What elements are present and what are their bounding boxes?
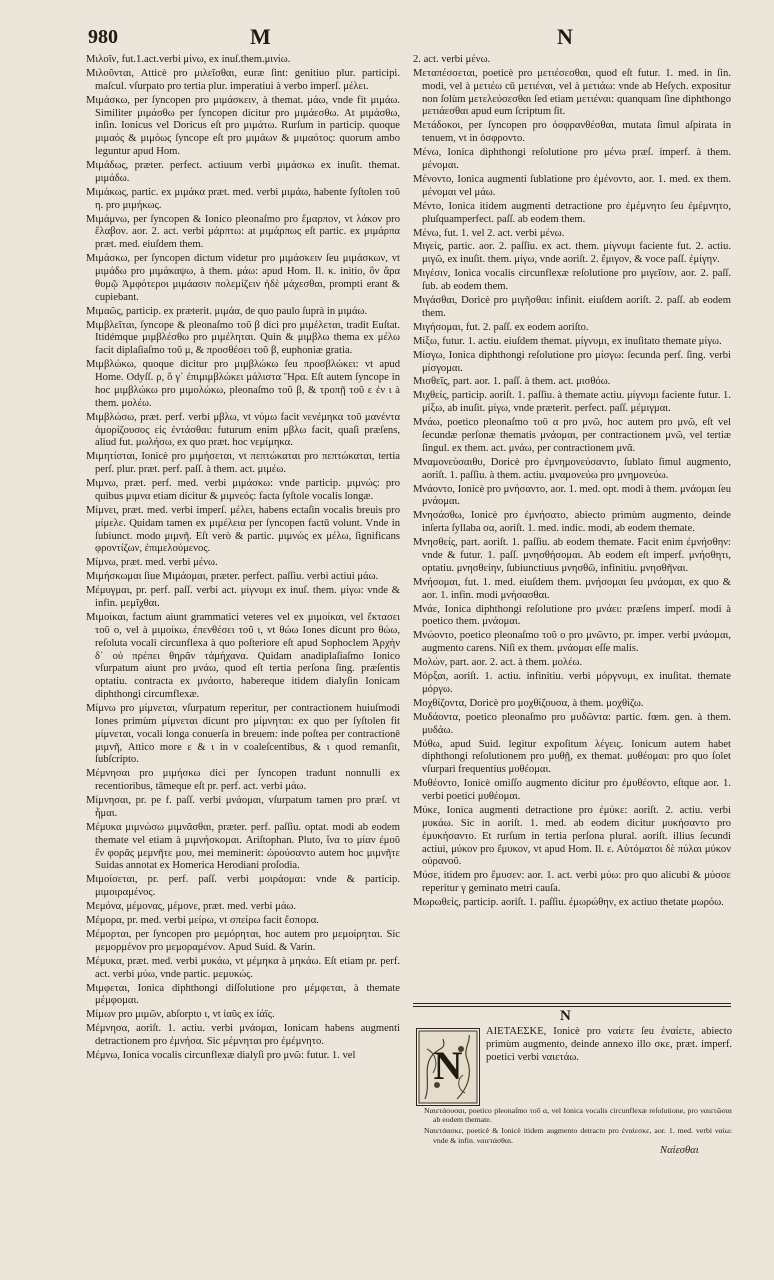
dictionary-entry: Μολών, part. aor. 2. act. à them. μολέω.	[413, 657, 583, 669]
dictionary-entry: Μέμορται, per ſyncopen pro μεμόρηται, hoc autem pro μεμοίρηται. Sic μεμορμένον pro μεμοραμένον. Apud Suid. & Varin.	[86, 929, 400, 953]
dictionary-entry: Μόρξαι, aoriſt. 1. actiu. infinitiu. verbi μόργνυμι, ex inuſitat. themate μόργω.	[413, 671, 731, 695]
dictionary-entry: Μιμοίσεται, pr. perf. paſſ. verbi μοιράομαι: vnde & particip. μιμοιραμένος.	[86, 874, 400, 899]
dictionary-entry: Μιμοίκαι, factum aiunt grammatici veteres vel ex μιμοίκαι, vel ἔκτασει τοῦ ο, vel à μιμοίκω, ἐπενθέσει τοῦ ι, vt θώω Iones dicunt pro θώω, reſoluta vocali circunflexa à quo poſteriore eſt apud Sophoclem Ἀρχὴν δ᾽ οὐ πρέπει θηρᾶν τἀμήχανα. Quidam anadiplaſiaſmo Ionico vſurpatum aiunt pro μνάω, quod eſt tertia perſona ſing. præſentis optatiu. contracta ex μνάοιτο, habereque itidem dialyſin Ionicam diphthongi circumflexæ.	[86, 612, 400, 701]
dictionary-entry: Μέμυγμαι, pr. perf. paſſ. verbi act. μίγνυμι ex inuſ. them. μίγω: vnde & infin. μεμῖχθαι.	[86, 585, 400, 610]
right-column-letter: N	[557, 24, 573, 49]
dictionary-entry: Μέμυκα μιμνώσω μιμνᾶσθαι, præter. perf. paſſiu. optat. modi ab eodem themate vel etiam à μιμνήσκομαι. Ariſtophan. Pluto, ἵνα το μίαν ἐμοῦ ἕν φορᾶς μεμνῆτε μου, mei meminerit: ὠρούσαντο autem hoc μιμνῆτε Suidas annotat ex Homerica Herodiani proſodia.	[86, 821, 400, 872]
dictionary-entry: Μίμνω pro μίμνεται, vſurpatum reperitur, per contractionem huiuſmodi Iones primùm μίμνεται dicunt pro μίμνηται: ex quo per ſyſtolen fit μίμνεται, vocali longa conuerſa in breuem: inde poſtea per contractionē μιμνῆ, Attico more ε & ι in ν coaleſcentibus, & ι quod remanſit, ſubſcripto.	[86, 703, 400, 766]
first-n-entry: ΑΙΕΤΑΕΣΚΕ, Ionicè pro ναίετε ſeu ἐναίετε, abiecto primùm augmento, deinde annexo illo σκε, præt. imperf. poetici verbi ναιετάω.	[486, 1026, 732, 1063]
dictionary-entry: Μιμάσκω, per ſyncopen pro μιμάσκειν, à themat. μάω, vnde fit μιμάω. Similiter μιμάσθω per ſyncopen dicitur pro μιμάεσθω. At μιμάσθω, inſin. Ionicus vel Doricus eſt pro μιμάτω. Rurſum in particip. quoque μιμαός & μιμόως ſyncope eſt pro μιμάων & μιμαότος: quorum ambo leguntur apud Hom.	[86, 94, 400, 158]
section-heading: N	[560, 1008, 571, 1024]
dictionary-entry: Μιγάσθαι, Doricè pro μιγῆσθαι: infinit. eiuſdem aoriſt. 2. paſſ. ab eodem them.	[413, 295, 731, 319]
ornament-initial-icon	[417, 1029, 479, 1105]
catchword: Ναίεσθαι	[660, 1145, 699, 1156]
dictionary-entry: Μυθέοντο, Ionicè omiſſo augmento dicitur pro ἐμυθέοντο, eſtque aor. 1. verbi poetici μυθέομαι.	[413, 778, 731, 803]
dictionary-entry: Μένω, Ionica diphthongi reſolutione pro μένω præſ. imperf. à them. μένομαι.	[413, 147, 731, 172]
page-number: 980	[88, 26, 118, 48]
dictionary-entry: Μέμνω, Ionica vocalis circunflexæ dialyſi pro μνῶ: futur. 1. vel	[86, 1050, 356, 1062]
dictionary-entry: Μέμορα, pr. med. verbi μείρω, vt σπείρω facit ἔσπορα.	[86, 915, 319, 927]
dictionary-entry: Μίμων pro μιμῶν, abſorpto ι, vt ἰαῦς ex ἰάϊς.	[86, 1009, 275, 1021]
dictionary-entry: Μένω, fut. 1. vel 2. act. verbi μένω.	[413, 227, 565, 239]
dictionary-entry: Μιμαῶς, particip. ex præterit. μιμάα, de quo paulo ſuprà in μιμάω.	[86, 305, 368, 317]
dictionary-entry: Μέμνησα, aoriſt. 1. actiu. verbi μνάομαι, Ionicam habens augmenti detractionem pro ἐμνήσα. Sic μέμνηται pro ἐμέμνητο.	[86, 1023, 400, 1048]
dictionary-entry: Μετάδοκοι, per ſyncopen pro ὀσφρανθέσθαι, mutata ſimul aſpirata in tenuem, vt in ὀσφροντο.	[413, 120, 731, 145]
dictionary-entry: Μίμνω, præt. med. verbi μένω.	[86, 557, 218, 569]
dictionary-entry: Μιγείς, partic. aor. 2. paſſiu. ex act. them. μίγνυμι faciente fut. 2. actiu. μιγῶ, ex inuſit. them. μίγω, vnde aoriſt. 2. ἔμιγον, & voce paſſ. ἐμίγην.	[413, 241, 731, 266]
dictionary-entry: Μύθω, apud Suid. legitur expoſitum λέγεις. Ionicum autem habet diphthongi reſolutionem pro μυθῇ, ex themat. μυθέομαι: pro quo ſolet vſurpari frequentius μυθέομαι.	[413, 738, 731, 776]
dictionary-entry: Μιμάδως, præter. perfect. actiuum verbi μιμάσκω ex inuſit. themat. μιμάδω.	[86, 160, 400, 184]
dictionary-entry: Μνησάσθω, Ionicè pro ἐμνήσατο, abiecto primùm augmento, deinde inſerta ſyllaba σα, aoriſt. 1. med. indic. modi, ab eodem themate.	[413, 510, 731, 535]
dictionary-entry: Μυδάοντα, poetico pleonaſmo pro μυδῶντα: partic. fœm. gen. à them. μυδάω.	[413, 711, 731, 736]
dictionary-entry: Μέμυκα, præt. med. verbi μυκάω, vt μέμηκα à μηκάω. Eſt etiam pr. perf. act. verbi μύω, vnde partic. μεμυκώς.	[86, 955, 400, 980]
dictionary-entry: Μιμάμνω, per ſyncopen & Ionico pleonaſmo pro ἔμαρπον, vt λάκον pro ἔλαβον. aor. 2. act. verbi μάρπτω: at μιμάρπως eſt partic. ex μιμάρπα præt. med. eiuſdem them.	[86, 213, 400, 251]
left-column-letter: M	[250, 24, 271, 49]
left-column	[86, 54, 400, 1064]
dictionary-entry: Μιμφεται, Ionica diphthongi diſſolutione pro μέμφεται, à themate μέμφομαι.	[86, 982, 400, 1007]
section-divider-thin	[413, 1006, 731, 1007]
dictionary-entry: Μιμβλώκω, quoque dicitur pro μιμβλώκω ſeu προσβλώκει: vt apud Home. Odyſſ. ρ, ὅ γ᾽ ἐπιμιμβλώκει μάλιστα Ἥρα. Eſt autem ſyncope in hoc μιμβλώκω pro μιμολώκω, pleonaſmo τοῦ β, & τροπῇ τοῦ ε ἐν ι à them. μολέω.	[86, 359, 400, 409]
running-header	[0, 26, 774, 50]
dictionary-entry: Μέντο, Ionica itidem augmenti detractione pro ἐμέμνητο ſeu ἐμέμνητο, pluſquamperfect. paſſ. ab eodem them.	[413, 200, 731, 225]
dictionary-entry: Μνησθείς, part. aoriſt. 1. paſſiu. ab eodem themate. Facit enim ἐμνήσθην: vnde & futur. 1. paſſ. μνησθήσομαι. Ab eodem eſt imperf. μνήσθητι, optatiu. μνησθείην, ſubiunctiuus μνησθῶ, infinitiu. μνησθῆναι.	[413, 537, 731, 574]
n-entries	[424, 1106, 732, 1146]
dictionary-entry: Μιμάκως, partic. ex μιμάκα præt. med. verbi μιμάω, habente ſyſtolen τοῦ η. pro μιμήκως.	[86, 186, 400, 211]
dictionary-entry: Μύκε, Ionica augmenti detractione pro ἐμύκε: aoriſt. 2. actiu. verbi μυκάω. Sic in aoriſt. 1. med. ab eodem dicitur μυκήσαντο pro ἐμυκήσαντο. Et rurſum in tertia perſona plural. aoriſt. illius ſecundi actiui, μύκον pro ἔμυκον, vt apud Hom. Il. ε. Αὐτόματοι δὲ πύλαι μύκον οὐρανοῦ.	[413, 804, 731, 868]
dictionary-entry: Μιλοῦνται, Atticè pro μιλεῖσθαι, euræ ſint: genitiuo plur. participi. maſcul. vſurpato pro tertia plur. imperatiui à verbo imperſ. μέλει.	[86, 67, 400, 92]
dictionary-entry: Μεμόνα, μέμονας, μέμονε, præt. med. verbi μάω.	[86, 901, 296, 913]
dictionary-entry: Μύσε, itidem pro ἔμυσεν: aor. 1. act. verbi μύω: pro quo alicubi & μύσσε reperitur γ geminato metri cauſa.	[413, 870, 731, 895]
dictionary-entry: Μίξω, futur. 1. actiu. eiuſdem themat. μίγνυμι, ex inuſitato themate μίγω.	[413, 335, 722, 347]
dictionary-entry: Μιγήσομαι, fut. 2. paſſ. ex eodem aoriſto.	[413, 321, 589, 333]
dictionary-entry: Μιχθείς, particip. aoriſt. 1. paſſiu. à themate actiu. μίγνυμι faciente futur. 1. μίξω, ab inuſit. μίγω, vnde præterit. perfect. paſſ. μέμιγμαι.	[413, 390, 731, 415]
dictionary-entry: 2. act. verbi μένω.	[413, 54, 491, 65]
dictionary-entry: Μιγέσιν, Ionica vocalis circunflexæ reſolutione pro μιγεῖσιν, aor. 2. paſſ. ſub. ab eodem them.	[413, 268, 731, 293]
dictionary-entry: Μίμνει, præt. med. verbi imperſ. μέλει, habens ectaſin vocalis breuis pro μίμελε. Quidam tamen ex μιμέλεια per ſyncopen factū volunt. Vnde in ſubiunct. modo μιμνῆ. Eſt verò & partic. μιμνώς ex μέλω, ſignificans φροντίζων, ἐπιμελούμενος.	[86, 504, 400, 555]
dictionary-entry: Μισθεῖς, part. aor. 1. paſſ. à them. act. μισθόω.	[413, 376, 611, 388]
dictionary-entry: Μίσγω, Ionica diphthongi reſolutione pro μίσγω: ſecunda perſ. ſing. verbi μίσγομαι.	[413, 349, 731, 374]
decorated-initial	[416, 1028, 480, 1106]
dictionary-entry: Μνώοντο, poetico pleonaſmo τοῦ ο pro μνῶντο, pr. imper. verbi μνάομαι, augmento carens. Niſi ex them. μνάομαι eſſe malis.	[413, 630, 731, 655]
dictionary-entry: Μναμονεύσαιθυ, Doricè pro ἐμνημονεύσαντο, ſublato ſimul augmento, aoriſt. 1. paſſiu. à them. actiu. μναμονεύω pro μνημονεύω.	[413, 456, 731, 481]
dictionary-entry: Μοχθίζοντα, Doricè pro μοχθίζουσα, à them. μοχθίζω.	[413, 697, 644, 709]
dictionary-entry: Μένοντο, Ionica augmenti ſublatione pro ἐμένοντο, aor. 1. med. ex them. μένομαι vel μάω.	[413, 173, 731, 198]
dictionary-entry: Μεταπέσσεται, poeticè pro μετιέσεσθαι, quod eſt futur. 1. med. in ſin. modi, vel à μετιέω cū μετιέναι, vel à μετιάω: vnde ab Heſych. expositur non ſolùm μετελεύσεσθαι ſed etiam μετιέναι: quanquam ſine diphthongo μετιάεσθαι apud eum ſcriptum ſit.	[413, 67, 731, 118]
dictionary-entry: Μωρωθείς, particip. aoriſt. 1. paſſiu. ἐμωρώθην, ex actiuo thetate μωρόω.	[413, 897, 724, 909]
dictionary-entry: Μιλοῖν, fut.1.act.verbi μίνω, ex inuſ.them.μινίω.	[86, 54, 291, 65]
dictionary-entry: Μέμνησαι pro μιμήσκω dici per ſyncopen tradunt nonnulli ex recentioribus, tāmeque eſt pr. perf. act. verbi μάω.	[86, 768, 400, 793]
dictionary-entry: Ναιετάασκε, poeticè & Ionicè itidem augmento detracto pro ἐναίεσκε, aor. 1. med. verbi ναίω: vnde & infin. ναιετάσθαι.	[424, 1126, 732, 1145]
dictionary-entry: Μιμνω, præt. perf. med. verbi μιμάσκω: vnde particip. μιμνώς: pro quibus μιμνα etiam dicitur & μιμνεός: facta ſyſtole vocalis longæ.	[86, 478, 400, 502]
dictionary-entry: Μνάοντο, Ionicè pro μνήσαντο, aor. 1. med. opt. modi à them. μνάομαι ſeu μνάομαι.	[413, 483, 731, 508]
dictionary-entry: Μιμάσκω, per ſyncopen dictum videtur pro μιμάσκειν ſeu μιμάσκων, vt μιμάδω pro μιμάκαψω, à them. μάω: apud Hom. Il. κ. initio, ὃν ἄρα θυμῷ Ἀμφότεροι μιμάασιν πολεμίζειν ἠδὲ μάχεσθαι, prompti erant & cupiebant.	[86, 253, 400, 303]
dictionary-entry: Μιμβλώσω, præt. perf. verbi μβλω, vt νύμω facit νενέμηκα τοῦ μανέντα ἀμορίζουσος εἰς ἐντάσθαι: futurum enim μβλω facit, quaſi præſens, aliud fut. μωλήσω, ex quo præt. hoc νεμίμηκα.	[86, 411, 400, 449]
dictionary-entry: Μιμητίσται, Ionicè pro μιμήσεται, vt πεπτώκαται pro πεπτώκαται, tertia perſ. plur. præt. perf. paſſ. à them. act. μιμέω.	[86, 451, 400, 476]
dictionary-entry: Μιμήσκωμαι ſiue Μιμάομαι, præter. perfect. paſſiu. verbi actiui μάω.	[86, 571, 379, 583]
initial-letter: N	[433, 1043, 463, 1088]
dictionary-entry: Μνάω, poetico pleonaſmo τοῦ α pro μνῶ, hoc autem pro μνῶ, eſt vel ſecundæ perſonæ thematis μνάομαι, per contractionem μνῶ, vel tertiæ ſingul. ex them. act. μνάω, per contractionem μνᾶ.	[413, 417, 731, 454]
dictionary-entry: Μιμβλεῖται, ſyncope & pleonaſmo τοῦ β dici pro μιμέλεται, tradit Euſtat. Itidémque μιμβλέσθω pro μιμέληται. Quin & μιμβλω thema ex μέλω facit diplaſiaſmo τοῦ μ, & προσθέσει τοῦ β, euphoniæ gratia.	[86, 319, 400, 357]
dictionary-entry: Ναιετάουσαι, poetico pleonaſmo τοῦ α, vel Ionica vocalis circunflexæ reſolutione, pro ναιετῶσαι ab eodem themate.	[424, 1106, 732, 1125]
dictionary-entry: Μνάε, Ionica diphthongi reſolutione pro μνάει: præſens imperſ. modi à poetico them. μνάομαι.	[413, 603, 731, 628]
dictionary-entry: Μίμνησαι, pr. pe f. paſſ. verbi μνάομαι, vſurpatum tamen pro præſ. vt ἧμαι.	[86, 795, 400, 819]
right-column	[413, 54, 731, 911]
section-divider	[413, 1003, 731, 1004]
dictionary-entry: Μνήσομαι, fut. 1. med. eiuſdem them. μνήσομαι ſeu μνάομαι, ex quo & aor. 1. infin. modi μνήσασθαι.	[413, 576, 731, 601]
